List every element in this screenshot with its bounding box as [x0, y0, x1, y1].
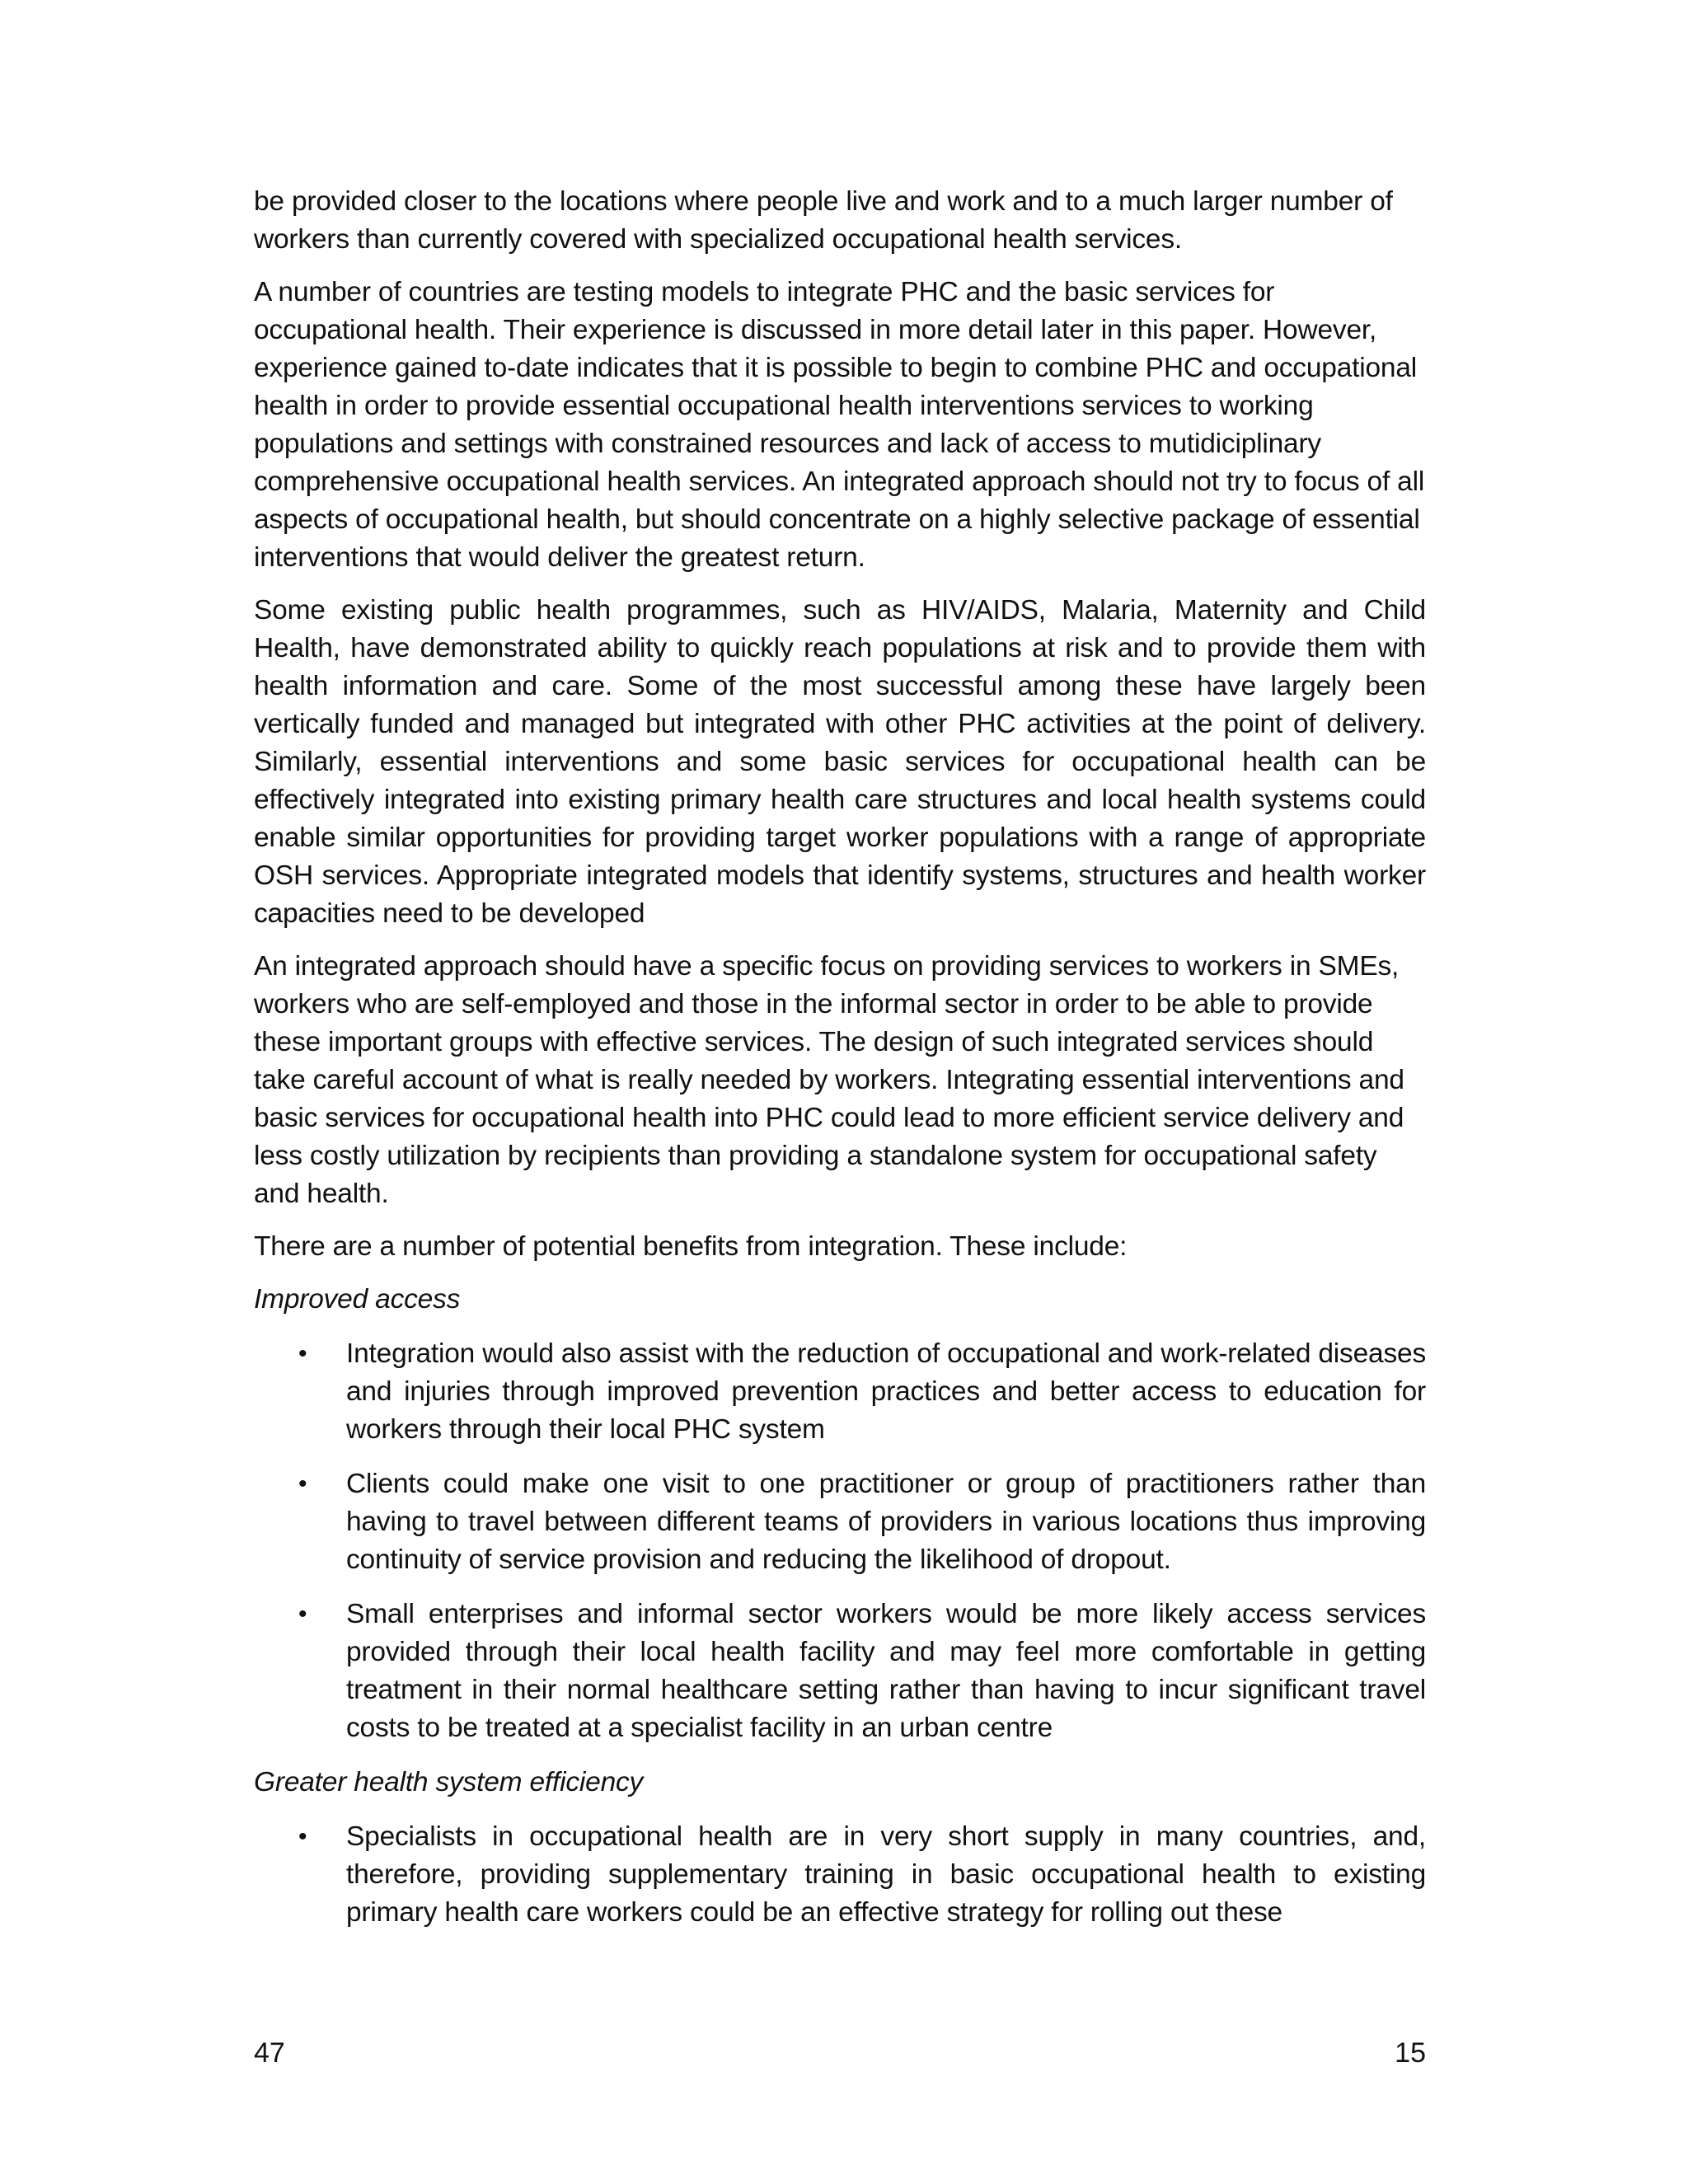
bullet-list-health-system-efficiency: [254, 1818, 1426, 1932]
list-item-text: Small enterprises and informal sector workers would be more likely access services provided through their local health facility and may feel more comfortable in getting treatment in their normal healthcare setting rather than having to incur significant travel costs to be treated at a specialist facility in an urban centre: [346, 1599, 1426, 1743]
section-heading-improved-access: Improved access: [254, 1284, 461, 1315]
list-item-text: Clients could make one visit to one practitioner or group of practitioners rather than having to travel between different teams of providers in various locations thus improving continuity of service provision and reducing the likelihood of dropout.: [346, 1469, 1426, 1575]
bullet-icon: •: [298, 1601, 307, 1628]
paragraph-integrated-approach: An integrated approach should have a specific focus on providing services to workers in SMEs, workers who are self-employed and those in the informal sector in order to be able to provide these important groups with effective services. The design of such integrated services should take careful account of what is really needed by workers. Integrating essential interventions and basic services for occupational health into PHC could lead to more efficient service delivery and less costly utilization by recipients than providing a standalone system for occupational safety and health.: [254, 951, 1404, 1209]
footer-left-number: 47: [254, 2037, 285, 2069]
bullet-icon: •: [298, 1470, 307, 1497]
bullet-icon: •: [298, 1340, 307, 1367]
paragraph-benefits-intro: There are a number of potential benefits from integration. These include:: [254, 1231, 1128, 1262]
list-item: [254, 1596, 1426, 1747]
list-item: [254, 1465, 1426, 1579]
paragraph-public-health-programmes: Some existing public health programmes, such as HIV/AIDS, Malaria, Maternity and Child Health, have demonstrated ability to quickly reach populations at risk and to provide them with health information and care. Some of the most successful among these have largely been vertically funded and managed but integrated with other PHC activities at the point of delivery. Similarly, essential interventions and some basic services for occupational health can be effectively integrated into existing primary health care structures and local health systems could enable similar opportunities for providing target worker populations with a range of appropriate OSH services. Appropriate integrated models that identify systems, structures and health worker capacities need to be developed: [254, 595, 1426, 929]
list-item: [254, 1335, 1426, 1449]
paragraph-country-models: A number of countries are testing models to integrate PHC and the basic services for occupational health. Their experience is discussed in more detail later in this paper. However, experience gained to-date indicates that it is possible to begin to combine PHC and occupational health in order to provide essential occupational health interventions services to working populations and settings with constrained resources and lack of access to mutidiciplinary comprehensive occupational health services. An integrated approach should not try to focus of all aspects of occupational health, but should concentrate on a highly selective package of essential interventions that would deliver the greatest return.: [254, 277, 1425, 573]
bullet-icon: •: [298, 1823, 307, 1850]
list-item: [254, 1818, 1426, 1932]
document-body: [254, 183, 1426, 1948]
paragraph-continuation: be provided closer to the locations where people live and work and to a much larger number of workers than currently covered with specialized occupational health services.: [254, 186, 1393, 255]
bullet-list-improved-access: [254, 1335, 1426, 1747]
list-item-text: Integration would also assist with the reduction of occupational and work-related diseases and injuries through improved prevention practices and better access to education for workers through their local PHC system: [346, 1338, 1426, 1445]
section-heading-health-system-efficiency: Greater health system efficiency: [254, 1767, 644, 1797]
page-number: 15: [1395, 2037, 1426, 2069]
list-item-text: Specialists in occupational health are in very short supply in many countries, and, therefore, providing supplementary training in basic occupational health to existing primary health care workers could be an effective strategy for rolling out these: [346, 1821, 1426, 1928]
